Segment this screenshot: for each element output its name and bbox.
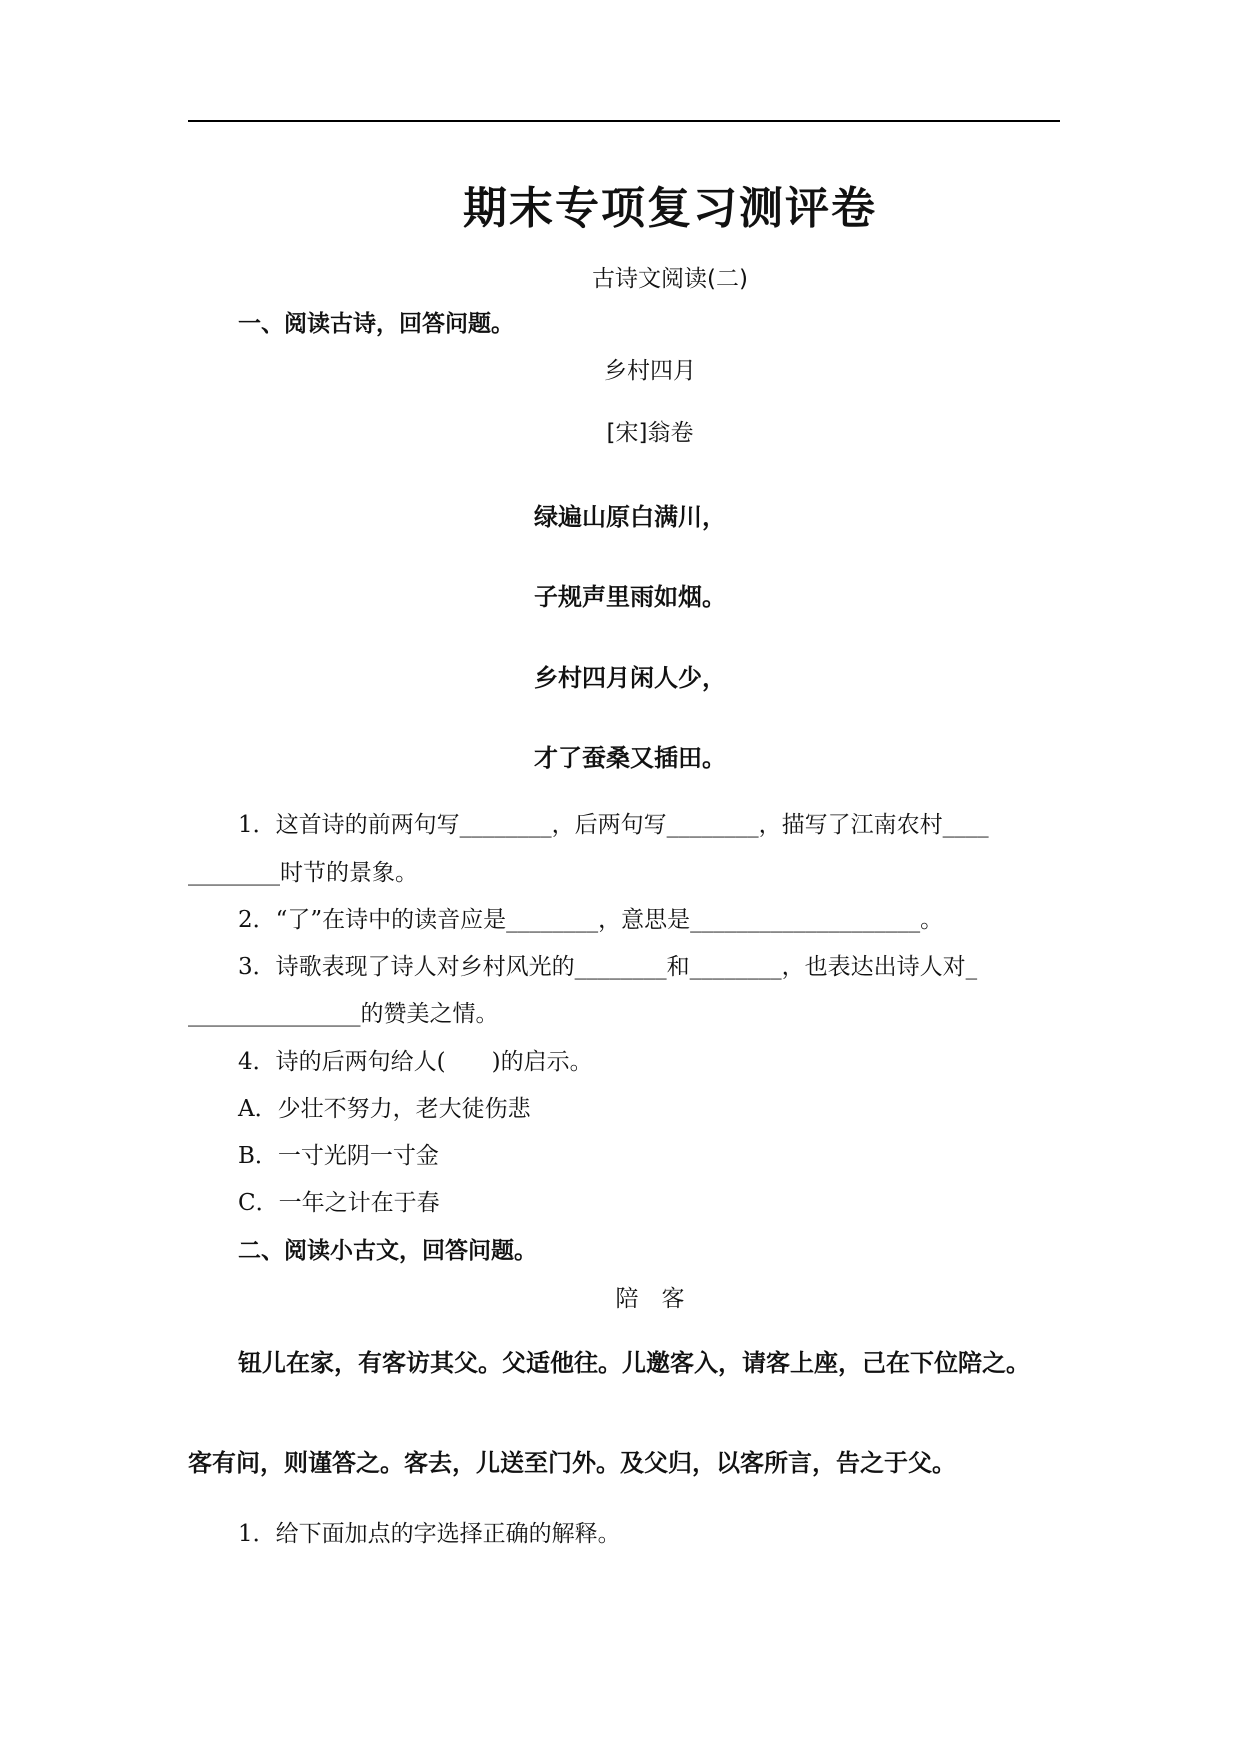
question-1-cont: ________时节的景象。: [188, 860, 418, 886]
question-3: 3．诗歌表现了诗人对乡村风光的________和________，也表达出诗人对_: [238, 954, 978, 980]
poem-line: 子规声里雨如烟。: [534, 583, 726, 611]
section1-heading: 一、阅读古诗，回答问题。: [238, 311, 514, 337]
question-4: 4．诗的后两句给人( )的启示。: [238, 1049, 593, 1075]
section2-question-1: 1．给下面加点的字选择正确的解释。: [238, 1521, 621, 1547]
poem-line: 才了蚕桑又插田。: [534, 744, 726, 772]
prose-line: 客有问，则谨答之。客去，儿送至门外。及父归，以客所言，告之于父。: [188, 1449, 956, 1477]
option-c: C．一年之计在于春: [238, 1190, 440, 1216]
question-1: 1．这首诗的前两句写________，后两句写________，描写了江南农村____: [238, 812, 989, 838]
poem-title: 乡村四月: [604, 358, 696, 384]
poem-line: 乡村四月闲人少，: [534, 664, 726, 692]
option-a: A．少壮不努力，老大徒伤悲: [238, 1096, 531, 1122]
question-3-cont: _______________的赞美之情。: [188, 1001, 499, 1027]
top-rule: [188, 120, 1060, 122]
prose-line: 钮儿在家，有客访其父。父适他往。儿邀客入，请客上座，己在下位陪之。: [238, 1349, 1030, 1377]
text-title: 陪 客: [615, 1286, 685, 1312]
question-2: 2．“了”在诗中的读音应是________，意思是____________________。: [238, 907, 944, 933]
poem-line: 绿遍山原白满川，: [534, 503, 726, 531]
page-subtitle: 古诗文阅读(二): [592, 266, 748, 292]
option-b: B．一寸光阴一寸金: [238, 1143, 439, 1169]
section2-heading: 二、阅读小古文，回答问题。: [238, 1238, 537, 1264]
page-title: 期末专项复习测评卷: [463, 183, 877, 234]
poem-author: [宋]翁卷: [606, 420, 694, 446]
